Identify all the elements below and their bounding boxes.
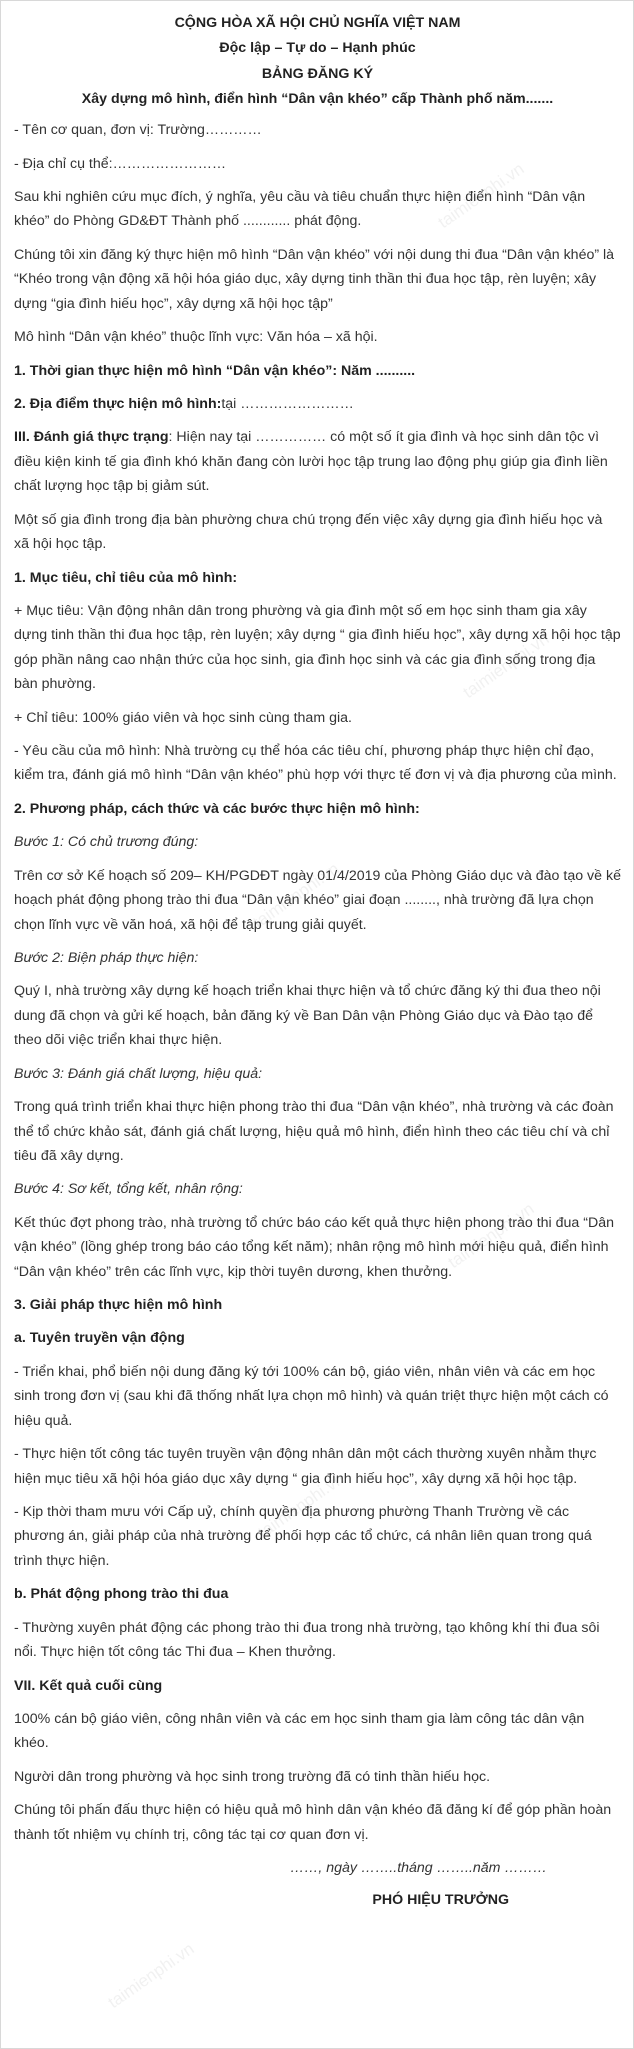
- registration-paragraph: Chúng tôi xin đăng ký thực hiện mô hình “Dân vận khéo” với nội dung thi đua “Dân vận khéo” là “Khéo trong vận động xã hội hóa giáo dục, xây dựng tinh thần thi đua học tập, rèn luyện; xây dựng “gia đình hiếu học”, xây dựng xã hội học tập”: [14, 246, 615, 312]
- section-location-heading: 2. Địa điểm thực hiện mô hình:: [14, 395, 222, 412]
- document-subtitle: Xây dựng mô hình, điển hình “Dân vận khéo” cấp Thành phố năm.......: [81, 90, 554, 107]
- goals-target: + Chỉ tiêu: 100% giáo viên và học sinh cùng tham gia.: [14, 709, 352, 726]
- watermark: taimienphi.vn: [254, 1469, 348, 1543]
- propaganda-item-2: - Thực hiện tốt công tác tuyên truyền vận động nhân dân một cách thường xuyên nhằm thực hiện mục tiêu xã hội hóa giáo dục xây dựng “ gia đình hiếu học”, xây dựng xã hội học tập.: [14, 1446, 597, 1487]
- goals-objective: + Mục tiêu: Vận động nhân dân trong phường và gia đình một số em học sinh tham gia xây dựng tinh thần thi đua học tập, rèn luyện; xây dựng “ gia đình hiếu học”, xây dựng xã hội học tập góp phần nâng cao nhận thức của học sinh, gia đình học sinh và các gia đình sống trong địa bàn phường.: [14, 602, 621, 693]
- results-paragraph-1: 100% cán bộ giáo viên, công nhân viên và các em học sinh tham gia làm công tác dân vận khéo.: [14, 1710, 585, 1752]
- watermark: taimienphi.vn: [104, 1939, 198, 2013]
- motto: Độc lập – Tự do – Hạnh phúc: [219, 40, 416, 57]
- section-location-text: tại ……………………: [221, 395, 354, 412]
- section-results-heading: VII. Kết quả cuối cùng: [14, 1677, 163, 1694]
- section-goals-heading: 1. Mục tiêu, chỉ tiêu của mô hình:: [14, 569, 238, 586]
- signer-title: PHÓ HIỆU TRƯỞNG: [372, 1891, 509, 1908]
- watermark: taimienphi.vn: [459, 629, 553, 703]
- section-assessment-text: : Hiện nay tại …………… có một số ít gia đình và học sinh dân tộc vì điều kiện kinh tế gia đình khó khăn đang còn lười học tập trung lao động phụ giúp gia đình liền chất lượng học tập bị giảm sút.: [14, 429, 608, 495]
- step-3-heading: Bước 3: Đánh giá chất lượng, hiệu quả:: [14, 1065, 263, 1082]
- goals-requirement: - Yêu cầu của mô hình: Nhà trường cụ thể hóa các tiêu chí, phương pháp thực hiện chỉ đạo, kiểm tra, đánh giá mô hình “Dân vận khéo” phù hợp với thực tế đơn vị và địa phương của mình.: [14, 743, 617, 784]
- intro-paragraph: Sau khi nghiên cứu mục đích, ý nghĩa, yêu cầu và tiêu chuẩn thực hiện điển hình “Dân vận khéo” do Phòng GD&ĐT Thành phố ............ phát động.: [14, 189, 586, 230]
- address-line: - Địa chỉ cụ thể:……………………: [14, 155, 227, 172]
- step-2-text: Quý I, nhà trường xây dựng kế hoạch triển khai thực hiện và tổ chức đăng ký thi đua theo nội dung đã chọn và gửi kế hoạch, bản đăng ký về Ban Dân vận Phòng Giáo dục và Đào tạo để theo dõi việc triển khai thực hiện.: [14, 983, 601, 1049]
- document-title: BẢNG ĐĂNG KÝ: [261, 65, 374, 82]
- national-title: CỘNG HÒA XÃ HỘI CHỦ NGHĨA VIỆT NAM: [174, 15, 461, 31]
- step-2-heading: Bước 2: Biện pháp thực hiện:: [14, 950, 199, 966]
- step-1-heading: Bước 1: Có chủ trương đúng:: [14, 834, 199, 851]
- field-paragraph: Mô hình “Dân vận khéo” thuộc lĩnh vực: Văn hóa – xã hội.: [14, 329, 378, 346]
- watermark: taimienphi.vn: [444, 1199, 538, 1273]
- step-1-text: Trên cơ sở Kế hoạch số 209– KH/PGDĐT ngày 01/4/2019 của Phòng Giáo dục và đào tạo về kế hoạch phát động phong trào thi đua “Dân vận khéo” giai đoạn ........, nhà trường đã lựa chọn chọn lĩnh vực về văn hoá, xã hội để tập trung giải quyết.: [14, 867, 621, 933]
- section-assessment-heading: III. Đánh giá thực trạng: [14, 429, 169, 446]
- section-method-heading: 2. Phương pháp, cách thức và các bước thực hiện mô hình:: [14, 800, 420, 817]
- assessment-paragraph-2: Một số gia đình trong địa bàn phường chưa chú trọng đến việc xây dựng gia đình hiếu học và xã hội học tập.: [14, 511, 603, 553]
- step-4-heading: Bước 4: Sơ kết, tổng kết, nhân rộng:: [14, 1181, 243, 1198]
- propaganda-item-1: - Triển khai, phổ biến nội dung đăng ký tới 100% cán bộ, giáo viên, nhân viên và các em học sinh trong đơn vị (sau khi đã thống nhất lựa chọn mô hình) và quán triệt thực hiện một cách có hiệu quả.: [14, 1363, 609, 1429]
- section-solutions-heading: 3. Giải pháp thực hiện mô hình: [14, 1297, 223, 1314]
- date-line: ……, ngày ……..tháng ……..năm ………: [289, 1860, 547, 1877]
- results-paragraph-3: Chúng tôi phấn đấu thực hiện có hiệu quả mô hình dân vận khéo đã đăng kí để góp phần hoàn thành tốt nhiệm vụ chính trị, công tác tại cơ quan đơn vị.: [14, 1802, 612, 1843]
- watermark: taimienphi.vn: [249, 859, 343, 933]
- section-location: [14, 392, 621, 416]
- subsection-emulation-heading: b. Phát động phong trào thi đua: [14, 1586, 229, 1603]
- section-assessment: [14, 425, 621, 498]
- subsection-propaganda-heading: a. Tuyên truyền vận động: [14, 1330, 185, 1347]
- propaganda-item-3: - Kịp thời tham mưu với Cấp uỷ, chính quyền địa phương phường Thanh Trường về các phương án, giải pháp của nhà trường để phối hợp các tổ chức, cá nhân liên quan trong quá trình thực hiện.: [14, 1504, 592, 1569]
- emulation-item-1: - Thường xuyên phát động các phong trào thi đua trong nhà trường, tạo không khí thi đua sôi nổi. Thực hiện tốt công tác Thi đua – Khen thưởng.: [14, 1619, 600, 1661]
- step-3-text: Trong quá trình triển khai thực hiện phong trào thi đua “Dân vận khéo”, nhà trường và các đoàn thể tổ chức khảo sát, đánh giá chất lượng, hiệu quả mô hình, điển hình theo các tiêu chí và chỉ tiêu đã xây dựng.: [14, 1099, 614, 1164]
- step-4-text: Kết thúc đợt phong trào, nhà trường tổ chức báo cáo kết quả thực hiện phong trào thi đua “Dân vận khéo” (lồng ghép trong báo cáo tổng kết năm); nhân rộng mô hình mới hiệu quả, điển hình “Dân vận khéo” trên các lĩnh vực, kịp thời tuyên dương, khen thưởng.: [14, 1214, 615, 1280]
- unit-name-line: - Tên cơ quan, đơn vị: Trường…………: [14, 122, 262, 139]
- section-time-heading: 1. Thời gian thực hiện mô hình “Dân vận khéo”: Năm ..........: [14, 362, 416, 379]
- watermark: taimienphi.vn: [434, 159, 528, 233]
- results-paragraph-2: Người dân trong phường và học sinh trong trường đã có tinh thần hiếu học.: [14, 1768, 491, 1785]
